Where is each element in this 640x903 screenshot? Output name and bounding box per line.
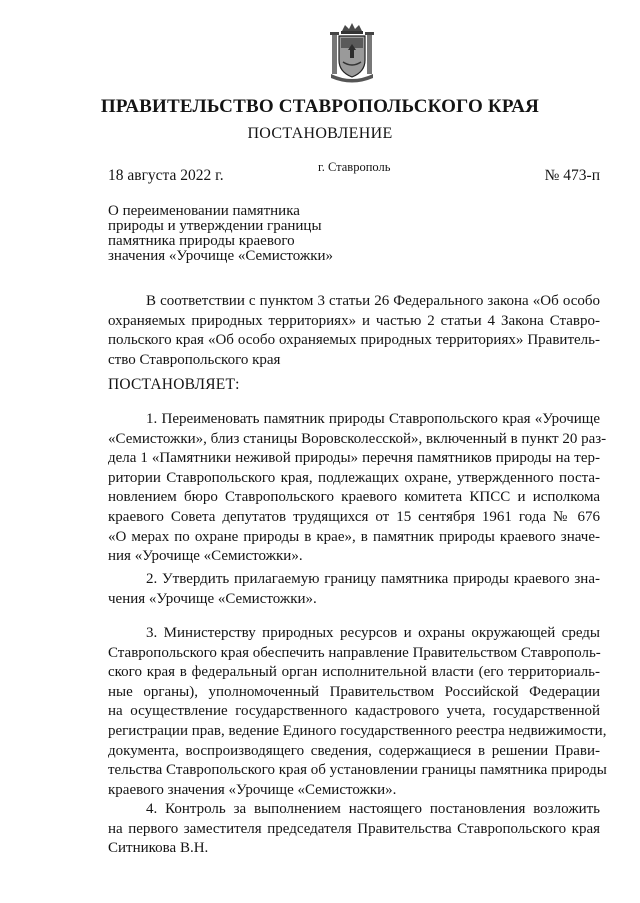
paragraph-line: 2. Утвердить прилагаемую границу памятника природы краевого зна- xyxy=(146,571,600,587)
paragraph-line: чения «Урочище «Семистожки». xyxy=(108,590,317,607)
paragraph-line: Ставропольского края обеспечить направление Правительством Ставрополь- xyxy=(108,644,601,661)
paragraph-line: краевого значения «Урочище «Семистожки». xyxy=(108,781,397,798)
subject-line: значения «Урочище «Семистожки» xyxy=(108,248,334,264)
paragraph-line: ритории Ставропольского края, подлежащих охране, утвержденного поста- xyxy=(108,469,600,486)
paragraph-line: на осуществление государственного кадастрового учета, государственной xyxy=(108,703,600,720)
paragraph-line: дела 1 «Памятники неживой природы» перечня памятников природы на тер- xyxy=(108,450,600,467)
paragraph-line: документа, воспроизводящего сведения, содержащиеся в решении Прави- xyxy=(108,742,600,759)
paragraph-line: ского края в федеральный орган исполнительной власти (его территориаль- xyxy=(108,664,600,681)
paragraph-line: «Семистожки», близ станицы Воровсколесской», включенный в пункт 20 раз- xyxy=(108,430,607,447)
document-date: 18 августа 2022 г. xyxy=(108,167,224,184)
paragraph-line: ния «Урочище «Семистожки». xyxy=(108,548,303,565)
paragraph-line: польского края «Об особо охраняемых природных территориях» Правитель- xyxy=(108,332,600,349)
document-subject xyxy=(108,204,398,264)
item-paragraph-4 xyxy=(108,800,600,859)
document-city: г. Ставрополь xyxy=(318,160,391,174)
paragraph-line: 3. Министерству природных ресурсов и охраны окружающей среды xyxy=(146,625,600,641)
paragraph-line: новлением бюро Ставропольского краевого комитета КПСС и исполкома xyxy=(108,489,600,506)
document-number: № 473-п xyxy=(544,167,600,184)
item-paragraph-3 xyxy=(108,624,607,800)
paragraph-line: «О мерах по охране природы в крае», в памятник природы краевого значе- xyxy=(108,528,600,545)
paragraph-line: регистрации прав, ведение Единого государственного реестра недвижимости, xyxy=(108,722,607,739)
item-paragraph-1 xyxy=(108,410,607,567)
paragraph-line: 4. Контроль за выполнением настоящего постановления возложить xyxy=(146,801,600,817)
subject-line: О переименовании памятника xyxy=(108,203,300,219)
paragraph-line: ные органы), уполномоченный Правительством Российской Федерации xyxy=(108,683,600,700)
document-type: ПОСТАНОВЛЕНИЕ xyxy=(247,125,393,142)
subject-line: природы и утверждении границы xyxy=(108,218,322,234)
government-title: ПРАВИТЕЛЬСТВО СТАВРОПОЛЬСКОГО КРАЯ xyxy=(100,96,540,117)
item-paragraph-2 xyxy=(108,570,600,609)
paragraph-line: тельства Ставропольского края об установлении границы памятника природы xyxy=(108,762,607,779)
paragraph-line: ство Ставропольского края xyxy=(108,351,281,368)
paragraph-line: на первого заместителя председателя Правительства Ставропольского края xyxy=(108,820,600,837)
paragraph-line: краевого Совета депутатов трудящихся от 15 сентября 1961 года № 676 xyxy=(108,508,600,525)
paragraph-line: 1. Переименовать памятник природы Ставропольского края «Урочище xyxy=(146,411,600,427)
paragraph-line: Ситникова В.Н. xyxy=(108,840,209,857)
paragraph-line: охраняемых природных территориях» и частью 2 статьи 4 Закона Ставро- xyxy=(108,312,600,329)
preamble-paragraph xyxy=(108,292,600,370)
subject-line: памятника природы краевого xyxy=(108,233,295,249)
decree-word: ПОСТАНОВЛЯЕТ: xyxy=(108,376,240,393)
paragraph-line: В соответствии с пунктом 3 статьи 26 Федерального закона «Об особо xyxy=(146,293,600,309)
stavropol-coat-of-arms-icon xyxy=(326,22,378,86)
